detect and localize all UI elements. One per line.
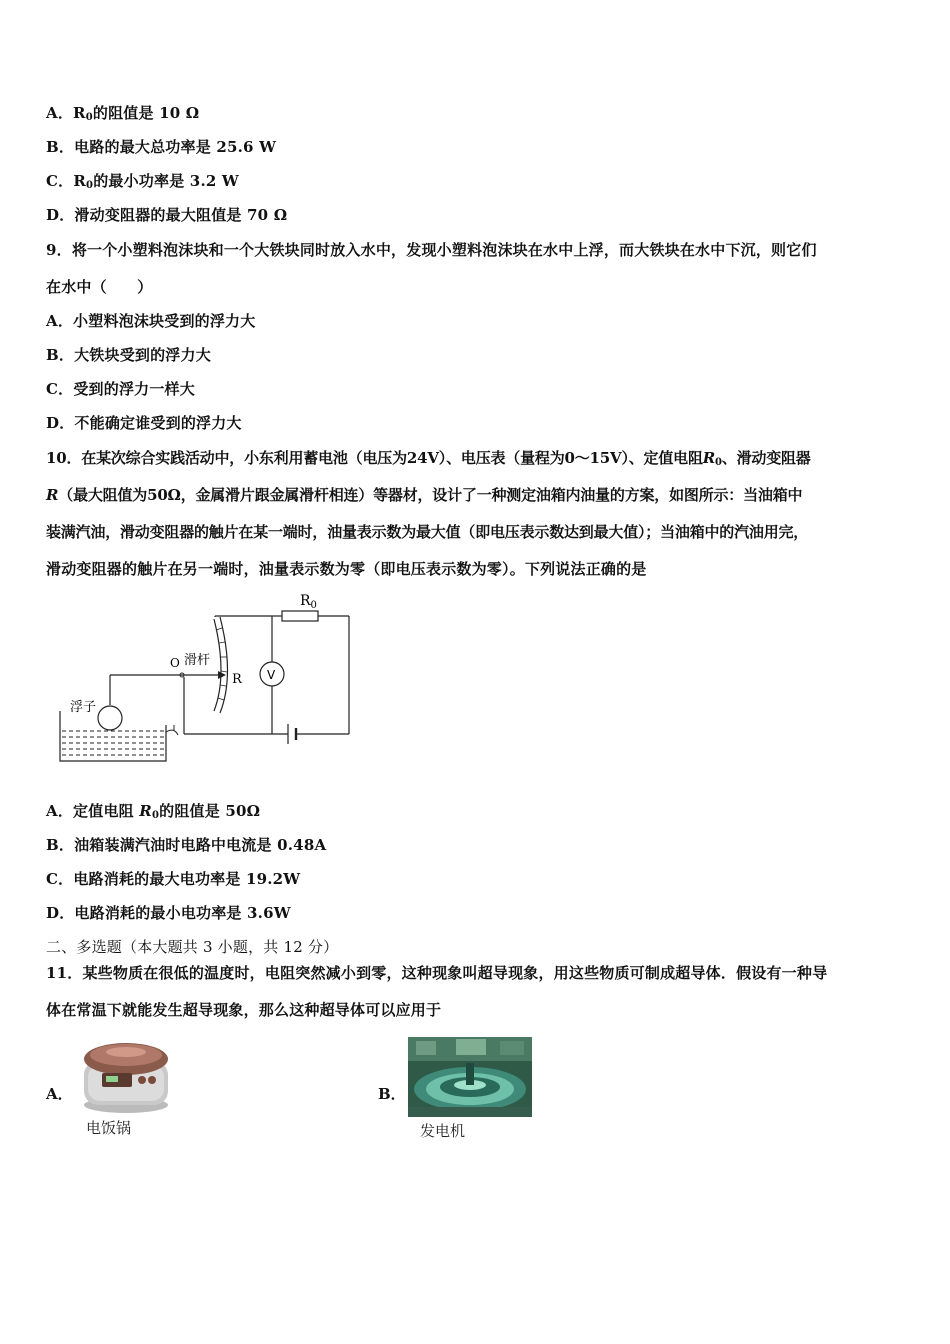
q9-option-b: B．大铁块受到的浮力大 xyxy=(46,346,211,364)
q11-option-a-letter: A． xyxy=(46,1085,73,1103)
float-ball xyxy=(98,706,122,730)
q11-stem-line2: 体在常温下就能发生超导现象，那么这种超导体可以应用于 xyxy=(46,1001,442,1019)
r0-label: $R_0$ xyxy=(300,593,317,611)
q8-option-d: D．滑动变阻器的最大阻值是 70 Ω xyxy=(46,206,288,224)
tank-tap xyxy=(166,730,178,735)
q9-option-c: C．受到的浮力一样大 xyxy=(46,380,195,398)
rod-label: 滑杆 xyxy=(184,653,211,668)
rice-cooker-icon xyxy=(78,1035,174,1115)
r0-resistor xyxy=(282,611,318,621)
generator-icon xyxy=(408,1037,532,1117)
oil-level xyxy=(62,731,164,755)
q11-option-a-caption: 电饭锅 xyxy=(86,1119,132,1137)
pivot-label: O xyxy=(170,656,180,670)
voltmeter-label: V xyxy=(267,668,276,682)
q10-option-a: A．定值电阻 $R_0$的阻值是 50Ω xyxy=(46,802,261,821)
q11-option-b-letter: B． xyxy=(378,1085,406,1103)
oil-gauge-circuit-diagram xyxy=(50,585,360,770)
q10-option-d: D．电路消耗的最小电功率是 3.6W xyxy=(46,904,291,922)
q8-option-c: C．$R_0$的最小功率是 3.2 W xyxy=(46,172,239,191)
q10-stem-line3: 装满汽油，滑动变阻器的触片在某一端时，油量表示数为最大值（即电压表示数达到最大值）；当油箱中的汽油用完， xyxy=(46,523,809,541)
q11-stem-line1: 11．某些物质在很低的温度时，电阻突然减小到零，这种现象叫超导现象，用这些物质可制成超导体．假设有一种导 xyxy=(46,964,828,982)
q9-option-d: D．不能确定谁受到的浮力大 xyxy=(46,414,242,432)
section-heading-multiple-choice: 二、多选题（本大题共 3 小题，共 12 分） xyxy=(46,938,339,956)
q9-stem-line1: 9．将一个小塑料泡沫块和一个大铁块同时放入水中，发现小塑料泡沫块在水中上浮，而大铁块在水中下沉，则它们 xyxy=(46,241,817,259)
q10-stem-line1: 10．在某次综合实践活动中，小东利用蓄电池（电压为24V）、电压表（量程为0～15V）、定值电阻$R_0$、滑动变阻器 xyxy=(46,449,811,468)
q8-option-b: B．电路的最大总功率是 25.6 W xyxy=(46,138,277,156)
float-label: 浮子 xyxy=(70,700,97,715)
q10-option-b: B．油箱装满汽油时电路中电流是 0.48A xyxy=(46,836,327,854)
q10-stem-line4: 滑动变阻器的触片在另一端时，油量表示数为零（即电压表示数为零）。下列说法正确的是 xyxy=(46,560,647,578)
q9-option-a: A．小塑料泡沫块受到的浮力大 xyxy=(46,312,256,330)
q10-stem-line2: R（最大阻值为50Ω，金属滑片跟金属滑杆相连）等器材，设计了一种测定油箱内油量的方案，如图所示：当油箱中 xyxy=(46,486,803,504)
rheostat-label: R xyxy=(232,672,242,687)
q10-option-c: C．电路消耗的最大电功率是 19.2W xyxy=(46,870,301,888)
q8-option-a: A．$R_0$的阻值是 10 Ω xyxy=(46,104,200,123)
q9-stem-line2: 在水中（ ） xyxy=(46,278,153,296)
q11-option-b-caption: 发电机 xyxy=(420,1122,466,1140)
